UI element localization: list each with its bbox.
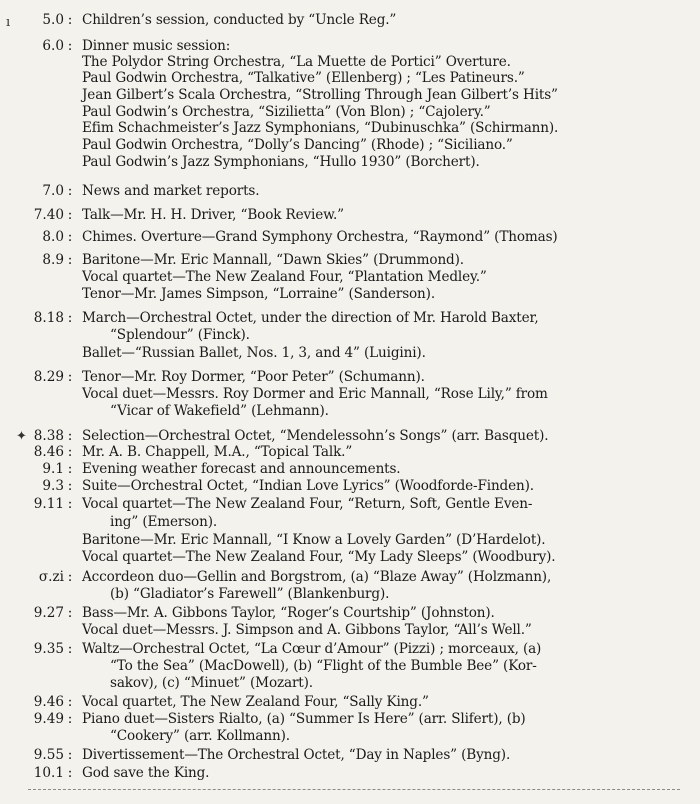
entry-text: Suite—Orchestral Octet, “Indian Love Lyrics” (Woodforde-Finden). — [82, 478, 534, 494]
entry-text: Vocal quartet—The New Zealand Four, “Return, Soft, Gentle Even- — [82, 496, 533, 512]
entry-text: Ballet—“Russian Ballet, Nos. 1, 3, and 4” (Luigini). — [82, 345, 426, 361]
time-separator: : — [67, 747, 73, 763]
entry-text: Vocal quartet—The New Zealand Four, “Plantation Medley.” — [82, 269, 487, 285]
entry-time: 8.38 — [33, 428, 64, 444]
entry-text: Baritone—Mr. Eric Mannall, “Dawn Skies” (Drummond). — [82, 252, 464, 268]
entry-text: Children’s session, conducted by “Uncle Reg.” — [82, 12, 397, 28]
time-separator: : — [67, 428, 73, 444]
entry-text: Paul Godwin Orchestra, “Talkative” (Ellenberg) ; “Les Patineurs.” — [82, 70, 525, 86]
time-separator: : — [67, 641, 73, 657]
entry-text: Piano duet—Sisters Rialto, (a) “Summer Is Here” (arr. Slifert), (b) — [82, 711, 526, 727]
entry-time: σ.zi — [38, 569, 64, 585]
entry-text: Bass—Mr. A. Gibbons Taylor, “Roger’s Courtship” (Johnston). — [82, 605, 495, 621]
entry-text: “Vicar of Wakefield” (Lehmann). — [110, 403, 329, 419]
entry-text: Dinner music session: — [82, 38, 231, 54]
entry-text: Accordeon duo—Gellin and Borgstrom, (a) “Blaze Away” (Holzmann), — [82, 569, 552, 585]
entry-time: 9.1 — [42, 461, 64, 477]
entry-time: 8.18 — [33, 310, 64, 326]
entry-text: Paul Godwin Orchestra, “Dolly’s Dancing” (Rhode) ; “Siciliano.” — [82, 137, 513, 153]
entry-text: Selection—Orchestral Octet, “Mendelessohn’s Songs” (arr. Basquet). — [82, 428, 549, 444]
entry-text: News and market reports. — [82, 183, 260, 199]
entry-time: 5.0 — [42, 12, 64, 28]
entry-time: 8.29 — [33, 369, 64, 385]
time-separator: : — [67, 38, 73, 54]
entry-text: Jean Gilbert’s Scala Orchestra, “Strolling Through Jean Gilbert’s Hits” — [82, 87, 558, 103]
entry-text: sakov), (c) “Minuet” (Mozart). — [110, 675, 313, 691]
time-separator: : — [67, 605, 73, 621]
entry-time: 8.9 — [42, 252, 64, 268]
entry-time: 9.35 — [33, 641, 64, 657]
entry-text: Baritone—Mr. Eric Mannall, “I Know a Lovely Garden” (D’Hardelot). — [82, 532, 546, 548]
entry-time: 9.3 — [42, 478, 64, 494]
entry-text: “To the Sea” (MacDowell), (b) “Flight of the Bumble Bee” (Kor- — [110, 658, 537, 674]
entry-text: (b) “Gladiator’s Farewell” (Blankenburg). — [110, 586, 390, 602]
bottom-divider — [28, 789, 680, 790]
entry-text: Paul Godwin’s Jazz Symphonians, “Hullo 1930” (Borchert). — [82, 154, 480, 170]
entry-text: Vocal quartet—The New Zealand Four, “My Lady Sleeps” (Woodbury). — [82, 549, 556, 565]
time-separator: : — [67, 496, 73, 512]
time-separator: : — [67, 711, 73, 727]
time-separator: : — [67, 12, 73, 28]
time-separator: : — [67, 765, 73, 781]
entry-text: March—Orchestral Octet, under the direction of Mr. Harold Baxter, — [82, 310, 539, 326]
entry-text: Tenor—Mr. Roy Dormer, “Poor Peter” (Schumann). — [82, 369, 425, 385]
entry-time: 9.49 — [33, 711, 64, 727]
entry-time: 9.11 — [33, 496, 64, 512]
time-separator: : — [67, 461, 73, 477]
entry-time: 7.0 — [42, 183, 64, 199]
entry-time: 9.55 — [33, 747, 64, 763]
entry-text: Divertissement—The Orchestral Octet, “Day in Naples” (Byng). — [82, 747, 511, 763]
time-separator: : — [67, 369, 73, 385]
entry-time: 9.46 — [33, 694, 64, 710]
entry-text: Waltz—Orchestral Octet, “La Cœur d’Amour” (Pizzi) ; morceaux, (a) — [82, 641, 542, 657]
entry-text: The Polydor String Orchestra, “La Muette de Portici” Overture. — [82, 54, 511, 70]
time-separator: : — [67, 207, 73, 223]
entry-text: Mr. A. B. Chappell, M.A., “Topical Talk.” — [82, 444, 353, 460]
entry-time: 10.1 — [33, 765, 64, 781]
entry-time: 8.0 — [42, 229, 64, 245]
margin-mark: ı — [6, 15, 11, 30]
entry-text: God save the King. — [82, 765, 210, 781]
time-separator: : — [67, 310, 73, 326]
entry-time: 9.27 — [33, 605, 64, 621]
entry-time: 7.40 — [33, 207, 64, 223]
time-separator: : — [67, 252, 73, 268]
entry-text: Paul Godwin’s Orchestra, “Sizilietta” (Von Blon) ; “Cajolery.” — [82, 104, 491, 120]
time-separator: : — [67, 694, 73, 710]
entry-text: Vocal duet—Messrs. Roy Dormer and Eric Mannall, “Rose Lily,” from — [82, 386, 548, 402]
time-separator: : — [67, 183, 73, 199]
entry-text: Efim Schachmeister’s Jazz Symphonians, “Dubinuschka” (Schirmann). — [82, 120, 559, 136]
entry-text: Vocal duet—Messrs. J. Simpson and A. Gibbons Taylor, “All’s Well.” — [82, 622, 532, 638]
entry-text: Chimes. Overture—Grand Symphony Orchestra, “Raymond” (Thomas) — [82, 229, 558, 245]
entry-time: 6.0 — [42, 38, 64, 54]
entry-text: “Splendour” (Finck). — [110, 327, 250, 343]
entry-text: Tenor—Mr. James Simpson, “Lorraine” (Sanderson). — [82, 286, 435, 302]
entry-text: “Cookery” (arr. Kollmann). — [110, 728, 290, 744]
entry-text: Talk—Mr. H. H. Driver, “Book Review.” — [82, 207, 344, 223]
entry-time: 8.46 — [33, 444, 64, 460]
entry-text: Vocal quartet, The New Zealand Four, “Sally King.” — [82, 694, 429, 710]
margin-mark: ✦ — [16, 429, 27, 444]
entry-text: ing” (Emerson). — [110, 514, 218, 530]
time-separator: : — [67, 444, 73, 460]
entry-text: Evening weather forecast and announcements. — [82, 461, 401, 477]
time-separator: : — [67, 569, 73, 585]
time-separator: : — [67, 229, 73, 245]
time-separator: : — [67, 478, 73, 494]
